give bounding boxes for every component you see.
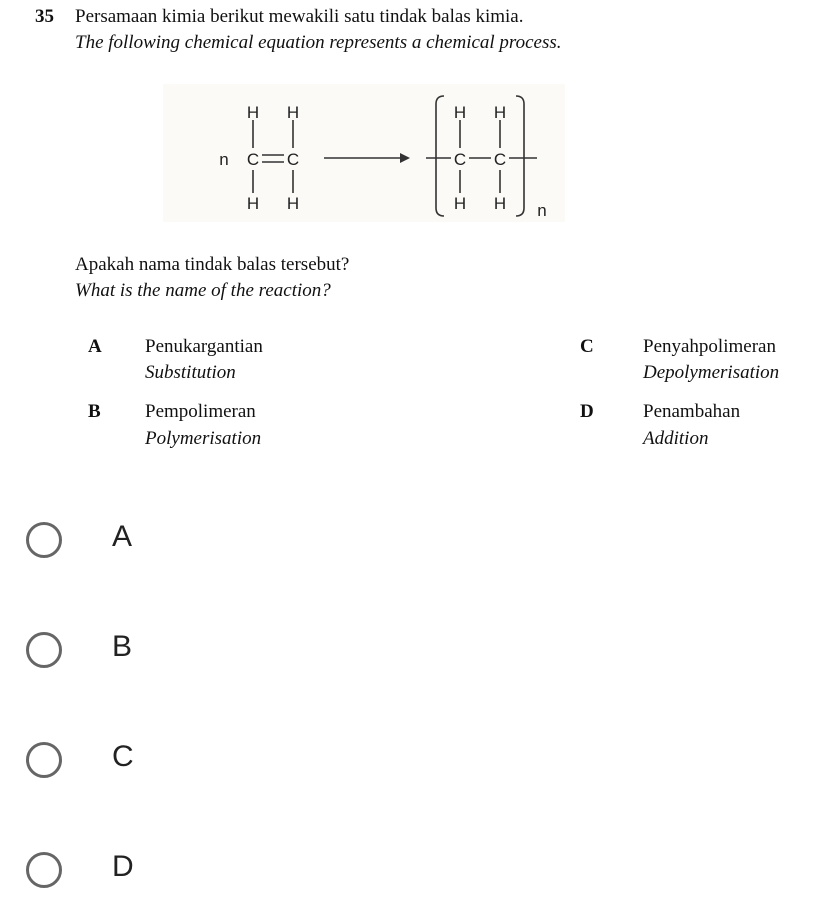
- radio-button-a[interactable]: [26, 522, 62, 558]
- option-letter: D: [580, 401, 594, 422]
- choice-label[interactable]: B: [112, 630, 133, 663]
- option-en: Substitution: [145, 362, 236, 383]
- option-ms: Penyahpolimeran: [643, 336, 776, 357]
- question-text-en: The following chemical equation represents a chemical process.: [75, 32, 562, 53]
- question-ask-en: What is the name of the reaction?: [75, 280, 331, 301]
- choice-label[interactable]: C: [112, 740, 134, 773]
- coefficient-n: n: [219, 150, 229, 169]
- option-letter: C: [580, 336, 594, 357]
- option-en: Polymerisation: [145, 428, 262, 449]
- atom-c: C: [493, 150, 507, 169]
- atom-h: H: [453, 194, 467, 213]
- option-ms: Penambahan: [643, 401, 741, 422]
- option-ms: Pempolimeran: [145, 401, 256, 422]
- option-ms: Penukargantian: [145, 336, 263, 357]
- atom-h: H: [246, 103, 260, 122]
- choice-label[interactable]: A: [112, 520, 133, 553]
- atom-h: H: [493, 103, 507, 122]
- choice-label[interactable]: D: [112, 850, 134, 883]
- atom-c: C: [246, 150, 260, 169]
- question-ask-ms: Apakah nama tindak balas tersebut?: [75, 254, 350, 275]
- radio-button-b[interactable]: [26, 632, 62, 668]
- option-letter: A: [88, 336, 102, 357]
- question-text-ms: Persamaan kimia berikut mewakili satu tindak balas kimia.: [75, 6, 524, 27]
- radio-button-d[interactable]: [26, 852, 62, 888]
- option-en: Depolymerisation: [643, 362, 780, 383]
- atom-h: H: [246, 194, 260, 213]
- atom-h: H: [453, 103, 467, 122]
- atom-h: H: [286, 194, 300, 213]
- atom-h: H: [286, 103, 300, 122]
- option-en: Addition: [643, 428, 709, 449]
- chemical-equation-diagram: [0, 0, 828, 240]
- subscript-n: n: [537, 201, 547, 220]
- atom-c: C: [453, 150, 467, 169]
- atom-c: C: [286, 150, 300, 169]
- question-number: 35: [35, 6, 54, 27]
- radio-button-c[interactable]: [26, 742, 62, 778]
- option-letter: B: [88, 401, 101, 422]
- atom-h: H: [493, 194, 507, 213]
